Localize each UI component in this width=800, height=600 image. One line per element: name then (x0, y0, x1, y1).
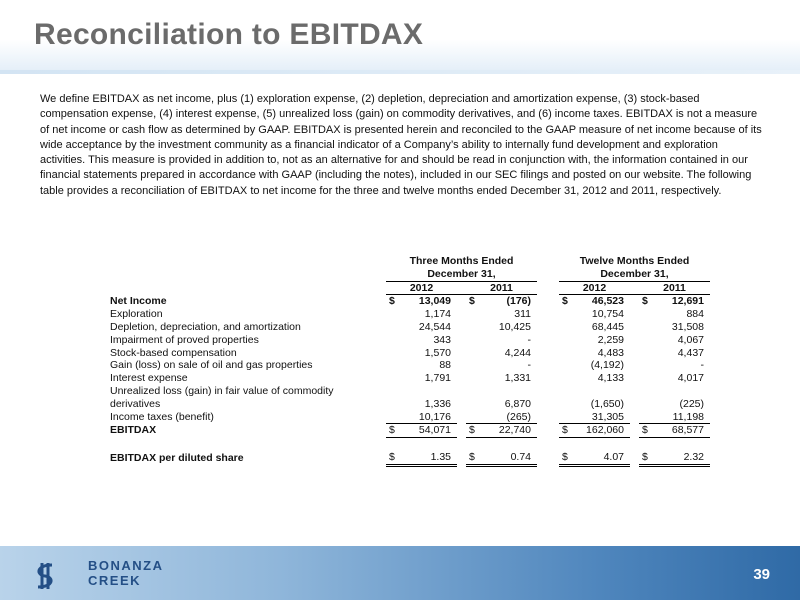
cell-value: 46,523 (591, 295, 624, 308)
row-label: Impairment of proved properties (110, 333, 259, 346)
cell-value: 24,544 (418, 320, 451, 333)
cell-value: 884 (686, 308, 704, 321)
cell-value: 10,425 (498, 320, 531, 333)
cell-value: 12,691 (671, 295, 704, 308)
table-row-unrealized (110, 398, 710, 411)
group-header-row-2 (110, 268, 710, 281)
cell-value: 2.32 (683, 450, 704, 463)
group-three-months-line1: Three Months Ended (409, 255, 514, 267)
currency-symbol: $ (642, 295, 648, 308)
spacer-row (110, 438, 710, 451)
cell-value: 1.35 (430, 450, 451, 463)
cell-value: 13,049 (418, 295, 451, 308)
cell-value: 10,754 (591, 308, 624, 321)
cell-value: 68,577 (671, 424, 704, 437)
currency-symbol: $ (469, 450, 475, 463)
cell-value: (1,650) (590, 397, 624, 410)
cell-value: - (527, 359, 531, 372)
table-row-ebitdax (110, 424, 710, 438)
currency-symbol: $ (469, 424, 475, 437)
cell-value: 4.07 (603, 450, 624, 463)
table-row-unrealized-label (110, 385, 710, 398)
currency-symbol: $ (389, 424, 395, 437)
currency-symbol: $ (562, 450, 568, 463)
title-divider (0, 70, 800, 74)
table-row-dda (110, 321, 710, 334)
cell-value: (4,192) (590, 359, 624, 372)
table-row-income-taxes (110, 411, 710, 424)
currency-symbol: $ (469, 295, 475, 308)
cell-value: 4,483 (597, 346, 624, 359)
group-twelve-months-line2: December 31, (559, 268, 710, 281)
currency-symbol: $ (562, 295, 568, 308)
currency-symbol: $ (642, 450, 648, 463)
cell-value: 10,176 (418, 410, 451, 423)
cell-value: 31,305 (591, 410, 624, 423)
intro-paragraph: We define EBITDAX as net income, plus (1) exploration expense, (2) depletion, depreciation and amortization expense, (3) stock-based compensation expense, (4) interest expense, (5) unrealized loss (gain) on commodity derivatives, and (6) income taxes. EBITDAX is not a measure of net income or cash flow as determined by GAAP. EBITDAX is presented herein and reconciled to the GAAP measure of net income because of its wide acceptance by the investment community as a financial indicator of a Company’s ability to internally fund development and exploration activities. This measure is provided in addition to, not as an alternative for and should be read in conjunction with, the information contained in our financial statements prepared in accordance with GAAP (including the notes), included in our SEC filings and posted on our website. The following table provides a reconciliation of EBITDAX to net income for the three and twelve months ended December 31, 2012 and 2011, respectively. (40, 93, 762, 197)
cell-value: 4,244 (504, 346, 531, 359)
row-label: Depletion, depreciation, and amortization (110, 320, 301, 333)
row-label: Gain (loss) on sale of oil and gas properties (110, 359, 313, 372)
ebitdax-reconciliation-table (110, 255, 710, 467)
row-label: Exploration (110, 308, 163, 321)
cell-value: 4,133 (597, 372, 624, 385)
row-label: Stock-based compensation (110, 346, 237, 359)
cell-value: (265) (506, 410, 531, 423)
table-row-ebitdax-per-share (110, 451, 710, 465)
company-logo (32, 558, 164, 594)
row-label: Unrealized loss (gain) in fair value of commodity (110, 384, 334, 397)
cell-value: - (700, 359, 704, 372)
cell-value: (225) (679, 397, 704, 410)
cell-value: 4,067 (677, 333, 704, 346)
row-label: Net Income (110, 295, 167, 308)
cell-value: 11,198 (672, 410, 704, 423)
cell-value: 1,331 (504, 372, 531, 385)
group-twelve-months-line1: Twelve Months Ended (579, 255, 690, 267)
row-label-continued: derivatives (110, 397, 161, 410)
row-label: EBITDAX per diluted share (110, 451, 244, 464)
year-header: 2011 (639, 281, 710, 295)
cell-value: 68,445 (591, 320, 624, 333)
cell-value: 6,870 (504, 397, 531, 410)
currency-symbol: $ (562, 424, 568, 437)
cell-value: 162,060 (586, 424, 624, 437)
cell-value: - (527, 333, 531, 346)
row-label: Income taxes (benefit) (110, 410, 214, 423)
cell-value: 1,336 (424, 397, 451, 410)
logo-line1: BONANZA (88, 558, 164, 573)
cell-value: 4,437 (677, 346, 704, 359)
cell-value: (176) (506, 295, 531, 308)
group-header-row-1 (110, 255, 710, 268)
cell-value: 343 (433, 333, 451, 346)
year-header: 2012 (386, 281, 457, 295)
cell-value: 22,740 (498, 424, 531, 437)
cell-value: 88 (439, 359, 451, 372)
logo-line2: CREEK (88, 573, 142, 588)
page-number: 39 (753, 566, 770, 583)
slide-title: Reconciliation to EBITDAX (34, 18, 424, 51)
table-row-exploration (110, 308, 710, 321)
table-row-stock-comp (110, 347, 710, 360)
cell-value: 311 (514, 308, 531, 321)
cell-value: 1,174 (424, 308, 451, 321)
cell-value: 31,508 (671, 320, 704, 333)
currency-symbol: $ (389, 295, 395, 308)
cell-value: 54,071 (418, 424, 451, 437)
currency-symbol: $ (389, 450, 395, 463)
cell-value: 0.74 (510, 450, 531, 463)
cell-value: 1,791 (424, 372, 451, 385)
table-row-impairment (110, 334, 710, 347)
currency-symbol: $ (642, 424, 648, 437)
table-row-gain-loss-sale (110, 359, 710, 372)
year-header: 2011 (466, 281, 537, 295)
cell-value: 1,570 (424, 346, 451, 359)
cell-value: 2,259 (597, 333, 624, 346)
year-header: 2012 (559, 281, 630, 295)
table-row-interest (110, 372, 710, 385)
row-label: Interest expense (110, 372, 188, 385)
bonanza-creek-logo-icon (34, 559, 56, 593)
year-header-row (110, 281, 710, 295)
logo-wordmark (88, 558, 164, 588)
cell-value: 4,017 (677, 372, 704, 385)
group-three-months-line2: December 31, (386, 268, 537, 281)
row-label: EBITDAX (110, 424, 157, 437)
table-row-net-income (110, 295, 710, 308)
